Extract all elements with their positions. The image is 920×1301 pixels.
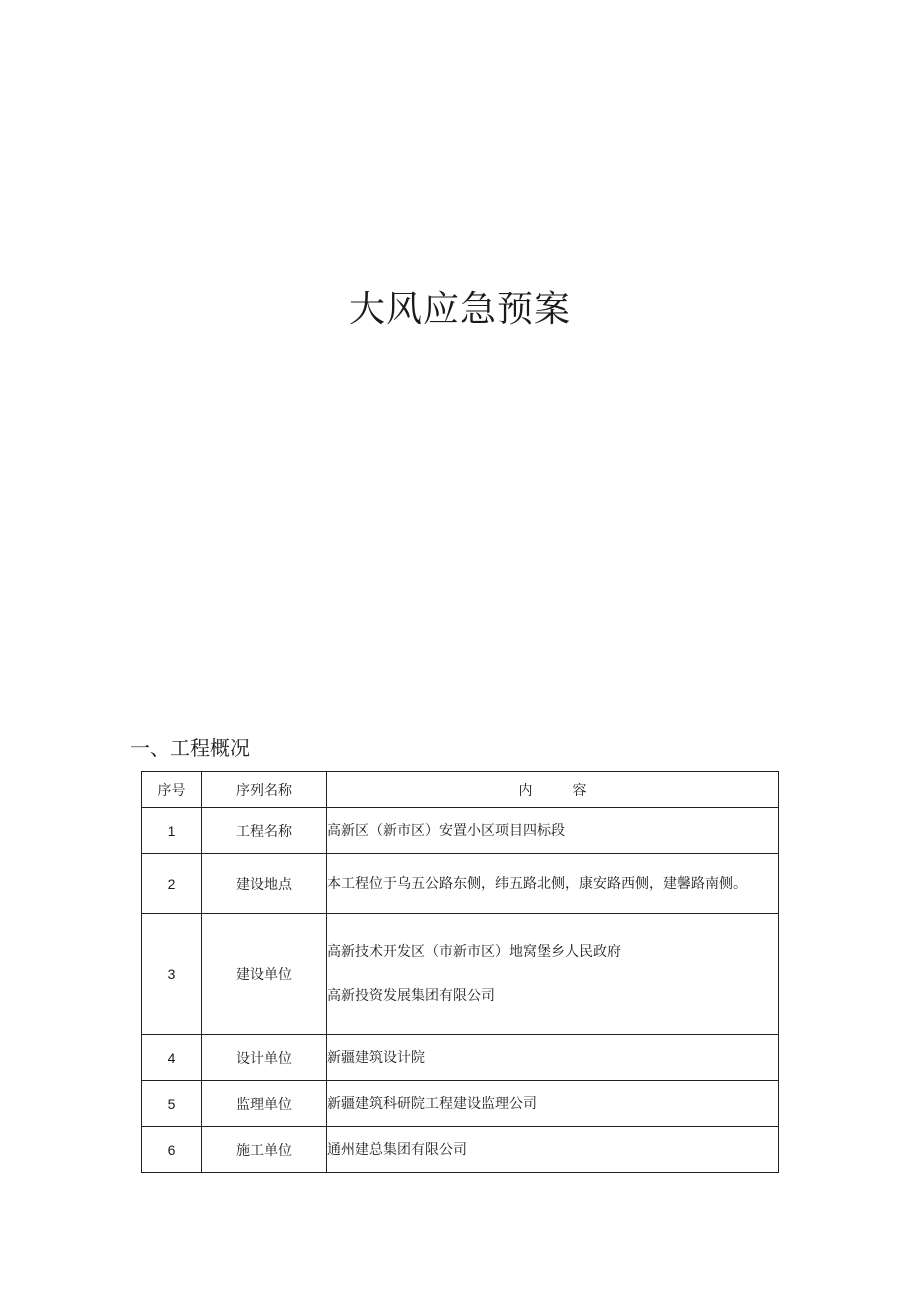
header-content: 内容: [327, 772, 779, 808]
row-number: 5: [142, 1081, 202, 1127]
row-number: 4: [142, 1035, 202, 1081]
header-number: 序号: [142, 772, 202, 808]
table-row: [142, 1035, 779, 1081]
row-name: 设计单位: [202, 1035, 327, 1081]
row-name: 监理单位: [202, 1081, 327, 1127]
table-row: [142, 1081, 779, 1127]
row-content: 通州建总集团有限公司: [327, 1127, 779, 1173]
row-name: 建设地点: [202, 854, 327, 914]
table-header-row: [142, 772, 779, 808]
row-content: 新疆建筑科研院工程建设监理公司: [327, 1081, 779, 1127]
project-overview-table: [141, 771, 779, 1173]
row-content: [327, 914, 779, 1035]
row-content: 本工程位于乌五公路东侧，纬五路北侧，康安路西侧，建馨路南侧。: [327, 854, 779, 914]
content-line: 高新投资发展集团有限公司: [327, 988, 495, 1004]
header-name: 序列名称: [202, 772, 327, 808]
table-row: [142, 808, 779, 854]
row-number: 2: [142, 854, 202, 914]
row-name: 工程名称: [202, 808, 327, 854]
table-row: [142, 854, 779, 914]
row-number: 1: [142, 808, 202, 854]
table-row: [142, 1127, 779, 1173]
document-title: 大风应急预案: [348, 289, 571, 330]
row-number: 6: [142, 1127, 202, 1173]
row-name: 施工单位: [202, 1127, 327, 1173]
section-heading: 一、工程概况: [130, 736, 250, 760]
row-content: 新疆建筑设计院: [327, 1035, 779, 1081]
table-row: [142, 914, 779, 1035]
content-line: 高新技术开发区（市新市区）地窝堡乡人民政府: [327, 944, 621, 960]
row-number: 3: [142, 914, 202, 1035]
row-content: 高新区（新市区）安置小区项目四标段: [327, 808, 779, 854]
row-name: 建设单位: [202, 914, 327, 1035]
